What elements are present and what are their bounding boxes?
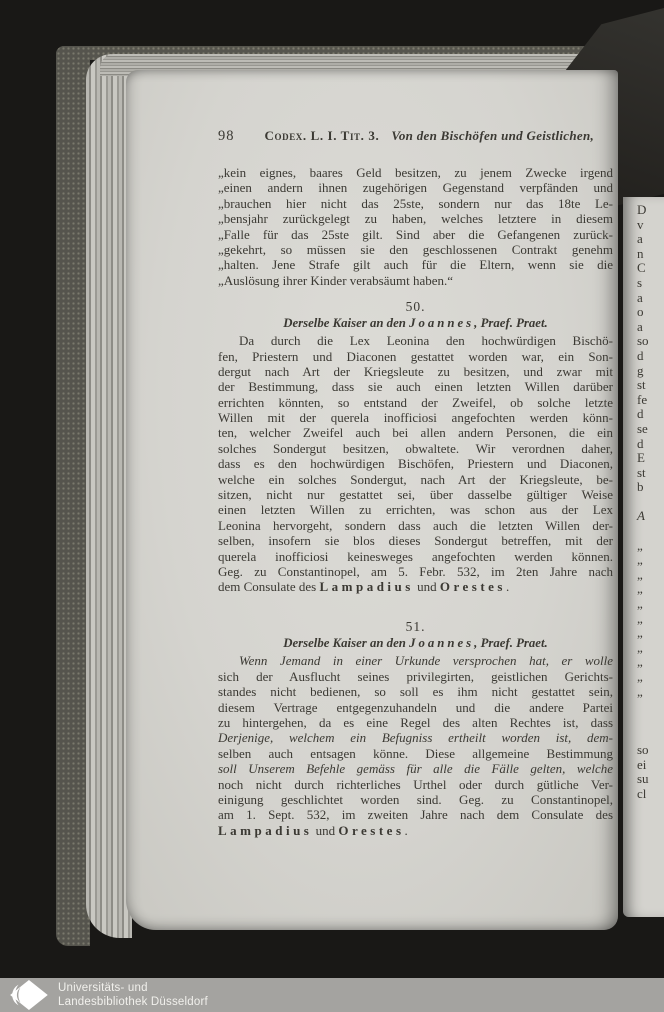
fragment-line [637,699,664,714]
consul-name: Lampadius [319,579,414,595]
running-header [218,128,613,146]
fragment-line: „ [637,596,643,612]
text-line: selben, insofern sie blos dieses Sondergut betreffen, mit der [218,533,613,549]
quoted-line: „kein eignes, baares Geld besitzen, zu jenem Zwecke irgend [218,165,613,180]
fragment-line: fe [637,391,648,407]
fragment-line: „ [637,552,643,568]
scanned-right-page-sliver [623,197,664,917]
fragment-line: a [637,231,643,247]
library-banner [0,978,664,1012]
section-50 [218,299,613,595]
fragment-line: so [637,333,649,349]
fragment-line [637,524,664,539]
text-line: zu hintergehen, da es eine Regel des alten Rechtes ist, dass [218,714,613,730]
fragment-line: ei [637,756,647,772]
scanned-left-page [126,70,618,930]
fragment-line: A [637,508,645,524]
quoted-line: „Falle für das 25ste gilt. Sind aber die Gefangenen zurück- [218,226,613,242]
fragment-line: „ [637,537,643,553]
text-line: dergut nach Art der Kriegsleute zu besitzen, und zwar mit [218,363,613,379]
text-line: sitzen, nicht nur gestattet sei, über dasselbe gültiger Weise [218,487,613,503]
text-line: Derjenige, welchem ein Befugniss ertheilt worden ist, dem- [218,730,613,746]
fragment-line: se [637,420,648,436]
fragment-line: d [637,347,644,363]
quoted-line: „gekehrt, so müssen sie den geschlossenen Contrakt genehm [218,241,613,257]
text-line: diesem Vertrage entgegenzuhandeln und die andere Partei [218,699,613,715]
fragment-line: so [637,741,649,757]
fragment-line [637,728,664,743]
quoted-line: „Auslösung ihrer Kinder verabsäumt haben.“ [218,272,454,288]
text-line: am 1. Sept. 532, im zweiten Jahre nach dem Consulate des [218,807,613,823]
quoted-paragraph [218,165,613,288]
consul-name: Orestes [338,822,405,838]
section-number: 51. [405,619,426,635]
text-line: querela inofficiosi keinesweges angefochten werden können. [218,548,613,564]
fragment-line: d [637,435,644,451]
fragment-line: „ [637,669,643,684]
library-logo-icon [6,979,50,1011]
text-line: der Bestimmung, dass sie auch einen letzten Willen darüber [218,379,613,395]
consul-name: Lampadius [218,822,313,838]
heading-post: , Praef. Praet. [474,636,548,651]
text-line: welche ein solches Sondergut, nach Art der Kriegsleute, be- [218,471,613,487]
fragment-line: „ [637,625,643,641]
text-line: Leonina hervorgeht, sondern dass auch die letzten Willen der- [218,517,613,533]
printed-text-area [218,128,613,839]
section-body [218,653,613,822]
header-chapter: Von den Bischöfen und Geistlichen, [391,128,595,143]
facing-page-text-fragments [623,197,664,801]
fragment-line: o [637,304,644,320]
fragment-line: „ [637,683,643,699]
quoted-line: „einen andern ihnen zugehörigen Gegenstand verpfänden und [218,180,613,196]
quoted-line: „halten. Jene Strafe gilt auch für die Eltern, wenn sie die [218,257,613,273]
section-heading [218,635,613,652]
fragment-line: v [637,216,644,232]
quoted-line: „bensjahr zurückgelegt zu haben, welches letztere in diesem [218,211,613,227]
page-number: 98 [218,128,235,144]
fragment-line: „ [637,581,643,597]
library-name-line1: Universitäts- und [58,982,148,994]
fragment-line [637,495,664,510]
text-line: sich der Ausflucht seines privilegirten, geistlichen Gerichts- [218,668,613,684]
fragment-line: g [637,362,644,378]
signature-end: . [505,579,510,595]
fragment-line: st [637,464,646,480]
text-line: Willen mit der querela inofficiosi angefochten werden könn- [218,410,613,426]
heading-addressee: Joannes [409,316,475,331]
text-line: solches Sondergut besitzen, obwaltete. Wir verordnen daher, [218,440,613,456]
heading-pre: Derselbe Kaiser an den [283,636,410,651]
library-name [58,981,208,1009]
fragment-line: E [637,450,645,466]
text-line: Wenn Jemand in einer Urkunde versprochen hat, er wolle [239,653,613,669]
section-heading [218,315,613,332]
consul-name: Orestes [439,579,506,595]
library-name-line2: Landesbibliothek Düsseldorf [58,996,208,1008]
fragment-line: s [637,274,643,290]
signature-pre: dem Consulate des [218,579,320,595]
fragment-line: a [637,289,643,305]
text-line: dass es den hochwürdigen Bischöfen, Priestern und Diaconen, [218,456,613,472]
text-line: ten, welcher Zweifel auch bei allen andern Personen, die ein [218,425,613,441]
signature-mid: und [312,822,339,838]
fragment-line: d [637,406,644,422]
text-line: noch nicht durch richterliches Urthel oder durch gütliche Ver- [218,776,613,792]
text-line: soll Unserem Befehle gemäss für alle die Fälle gelten, welche [218,761,613,777]
text-line: Da durch die Lex Leonina den hochwürdigen Bischö- [239,333,613,349]
fragment-line: n [637,245,644,261]
text-line: errichten könnten, so entstand der Zweifel, ob solche letzte [218,394,613,410]
heading-pre: Derselbe Kaiser an den [283,316,410,331]
fragment-line: „ [637,566,643,582]
signature-line [218,823,613,839]
fragment-line: a [637,318,643,334]
fragment-line: st [637,377,646,393]
fragment-line: su [637,771,649,787]
fragment-line: „ [637,654,643,670]
header-title: Codex. L. I. Tit. 3. [264,128,380,143]
signature-mid: und [413,579,440,595]
fragment-line: b [637,479,644,495]
section-number: 50. [405,299,426,315]
text-line: einigung geschlichtet worden sind. Geg. zu Constantinopel, [218,791,613,807]
text-line: standes nicht bedienen, so soll es ihm nicht gestattet sein, [218,684,613,700]
section-body [218,333,613,579]
heading-post: , Praef. Praet. [474,316,548,331]
book-cover-left-edge [56,46,90,946]
text-line: selben auch entsagen könne. Diese allgemeine Bestimmung [218,745,613,761]
quoted-line: „brauchen hier nicht das 25ste, sondern nur das 18te Le- [218,195,613,211]
fragment-line: C [637,260,646,276]
fragment-line: „ [637,610,643,626]
heading-addressee: Joannes [409,636,475,651]
signature-line [218,579,613,595]
fragment-line: „ [637,639,643,655]
text-line: Geg. zu Constantinopel, am 5. Febr. 532, im 2ten Jahre nach [218,563,613,579]
fragment-line: D [637,202,647,217]
section-51 [218,619,613,838]
fragment-line [637,714,664,729]
fragment-line: cl [637,785,647,801]
signature-end: . [404,822,408,838]
text-line: fen, Priestern und Diaconen gestattet worden war, ein Son- [218,348,613,364]
text-line: einen letzten Willen zu errichten, was schon aus der Lex [218,502,613,518]
